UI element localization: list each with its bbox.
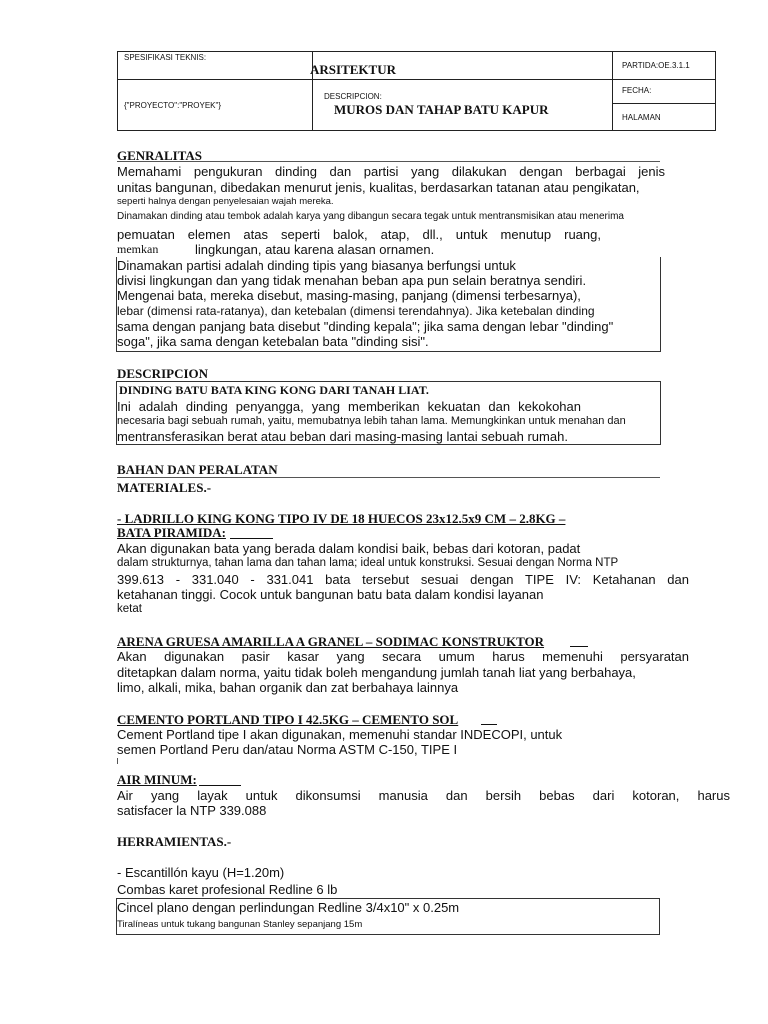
ladrillo-line-1: Akan digunakan bata yang berada dalam kondisi baik, bebas dari kotoran, padat [117, 541, 581, 556]
descripcion-subtitle: DINDING BATU BATA KING KONG DARI TANAH LIAT. [119, 383, 429, 397]
halaman-label: HALAMAN [622, 113, 661, 122]
generalitas-line-7: Dinamakan partisi adalah dinding tipis yang biasanya berfungsi untuk [117, 258, 516, 273]
generalitas-line-4: Dinamakan dinding atau tembok adalah karya yang dibangun secara tegak untuk mentransmisikan atau menerima [117, 211, 624, 222]
generalitas-line-3: seperti halnya dengan penyelesaian wajah mereka. [117, 196, 334, 207]
cemento-line-1: Cement Portland tipe I akan digunakan, memenuhi standar INDECOPI, untuk [117, 727, 563, 742]
heading-underline [570, 646, 588, 647]
doc-title: ARSITEKTUR [310, 62, 396, 77]
tool-3: Cincel plano dengan perlindungan Redline 3/4x10" x 0.25m [117, 900, 460, 915]
tool-1: - Escantillón kayu (H=1.20m) [117, 865, 285, 880]
generalitas-line-9: Mengenai bata, mereka disebut, masing-masing, panjang (dimensi terbesarnya), [117, 288, 581, 303]
generalitas-line-10: lebar (dimensi rata-ratanya), dan ketebalan (dimensi terendahnya). Jika ketebalan dinding [117, 304, 595, 318]
heading-underline [230, 538, 273, 539]
generalitas-line-12: soga", jika sama dengan ketebalan bata "dinding sisi". [117, 334, 429, 349]
heading-underline [481, 724, 497, 725]
project-label: {"PROYECTO":"PROYEK"} [124, 101, 222, 110]
generalitas-line-6b: lingkungan, atau karena alasan ornamen. [195, 242, 435, 257]
air-line-2: satisfacer la NTP 339.088 [117, 803, 267, 818]
description-title: MUROS DAN TAHAP BATU KAPUR [334, 102, 549, 117]
arena-heading: ARENA GRUESA AMARILLA A GRANEL – SODIMAC KONSTRUKTOR [117, 634, 545, 649]
header-divider [118, 79, 612, 80]
cemento-heading: CEMENTO PORTLAND TIPO I 42.5KG – CEMENTO SOL [117, 712, 459, 727]
descripcion-line-3: mentransferasikan berat atau beban dari masing-masing lantai sebuah rumah. [117, 429, 568, 444]
ladrillo-heading-1: - LADRILLO KING KONG TIPO IV DE 18 HUECOS 23x12.5x9 CM – 2.8KG – [117, 511, 566, 526]
header-divider [612, 79, 715, 80]
ladrillo-line-2: dalam strukturnya, tahan lama dan tahan lama; ideal untuk konstruksi. Sesuai dengan Norma NTP [117, 557, 619, 569]
header-table [117, 51, 716, 131]
partida-label: PARTIDA:OE.3.1.1 [622, 61, 690, 70]
generalitas-line-11: sama dengan panjang bata disebut "dinding kepala"; jika sama dengan lebar "dinding" [117, 319, 614, 334]
generalitas-line-5: pemuatan elemen atas seperti balok, atap, dll., untuk menutup ruang, [117, 227, 601, 242]
generalitas-line-1: Memahami pengukuran dinding dan partisi yang dilakukan dengan berbagai jenis [117, 164, 665, 179]
generalitas-line-2: unitas bangunan, dibedakan menurut jenis, kualitas, berdasarkan tatanan atau pengikatan, [117, 180, 640, 195]
herramientas-heading: HERRAMIENTAS.- [117, 834, 232, 849]
ladrillo-heading-2: BATA PIRAMIDA: [117, 525, 226, 540]
tool-4: Tiralíneas untuk tukang bangunan Stanley sepanjang 15m [117, 919, 363, 930]
section-rule [117, 161, 660, 162]
fecha-label: FECHA: [622, 86, 652, 95]
descripcion-line-2: necesaria bagi sebuah rumah, yaitu, memubatnya lebih tahan lama. Memungkinkan untuk menahan dan [117, 415, 626, 427]
generalitas-line-8: divisi lingkungan dan yang tidak menahan beban apa pun selain beratnya sendiri. [117, 273, 587, 288]
descripcion-heading: DESCRIPCION [117, 366, 209, 381]
tool-2: Combas karet profesional Redline 6 lb [117, 882, 338, 897]
ladrillo-line-5: ketat [117, 603, 142, 615]
ladrillo-line-4: ketahanan tinggi. Cocok untuk bangunan batu bata dalam kondisi layanan [117, 587, 544, 602]
header-divider [612, 52, 613, 130]
heading-underline [199, 785, 241, 786]
bahan-heading: BAHAN DAN PERALATAN [117, 462, 278, 477]
cemento-line-2: semen Portland Peru dan/atau Norma ASTM C-150, TIPE I [117, 742, 458, 757]
air-heading: AIR MINUM: [117, 772, 197, 787]
arena-line-3: limo, alkali, mika, bahan organik dan zat berbahaya lainnya [117, 680, 459, 695]
spec-label: SPESIFIKASI TEKNIS: [124, 53, 207, 62]
generalitas-heading: GENRALITAS [117, 148, 203, 163]
generalitas-line-6a: memkan [117, 242, 159, 256]
section-rule [117, 477, 660, 478]
cursor-mark [117, 758, 119, 764]
arena-line-2: ditetapkan dalam norma, yaitu tidak boleh mengandung jumlah tanah liat yang berbahaya, [117, 665, 636, 680]
materiales-heading: MATERIALES.- [117, 480, 212, 495]
air-line-1: Air yang layak untuk dikonsumsi manusia dan bersih bebas dari kotoran, harus [117, 788, 730, 803]
arena-line-1: Akan digunakan pasir kasar yang secara umum harus memenuhi persyaratan [117, 649, 689, 664]
descripcion-line-1: Ini adalah dinding penyangga, yang memberikan kekuatan dan kekokohan [117, 399, 581, 414]
description-label: DESCRIPCION: [324, 92, 382, 101]
header-divider [612, 103, 715, 104]
ladrillo-line-3: 399.613 - 331.040 - 331.041 bata tersebut sesuai dengan TIPE IV: Ketahanan dan [117, 572, 689, 587]
